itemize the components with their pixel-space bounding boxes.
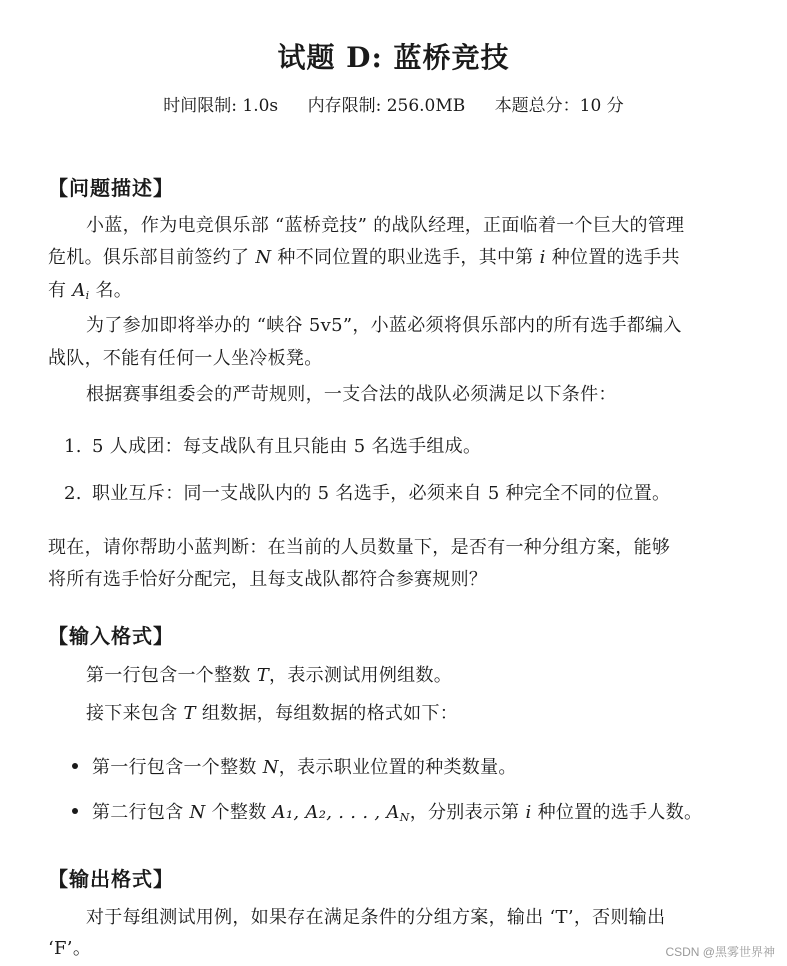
description-line: 小蓝，作为电竞俱乐部 “蓝桥竞技” 的战队经理，正面临着一个巨大的管理 [86,215,685,236]
description-paragraph-1 [48,209,738,243]
problem-meta [0,91,787,116]
text-run: 种位置的选手人数。 [531,802,703,823]
math-sequence: A₁, A₂, . . . , A [272,802,400,823]
description-paragraph-2 [48,309,738,343]
text-run: ，表示职业位置的种类数量。 [278,757,517,778]
description-paragraph-4-line-2 [48,563,738,597]
input-line-1 [48,659,738,693]
math-var: i [539,247,546,268]
text-run: ，表示测试用例组数。 [269,665,453,686]
rule-item-2 [64,479,670,509]
rule-number: 1. [64,436,82,457]
rule-number: 2. [64,483,82,504]
output-line-1: 对于每组测试用例，如果存在满足条件的分组方案，输出 ‘T’，否则输出 [86,907,666,928]
text-run: ，分别表示第 [409,802,526,823]
text-run: 名。 [89,280,133,301]
page-title: 试题 D: 蓝桥竞技 [277,41,510,74]
math-var: A [72,280,86,301]
input-bullet-2 [72,798,702,833]
math-var: N [189,802,206,823]
math-var: i [525,802,532,823]
input-bullet-1 [72,753,517,783]
memory-limit: 内存限制: 256.0MB [307,96,466,116]
description-line: 战队，不能有任何一人坐冷板凳。 [48,348,323,369]
text-run: 个整数 [205,802,273,823]
description-heading: 【问题描述】 [48,176,174,200]
math-subscript: N [399,811,410,824]
description-paragraph-1-line-3 [48,274,738,313]
rule-text: 职业互斥：同一支战队内的 5 名选手，必须来自 5 种完全不同的位置。 [92,483,671,504]
text-run: 第一行包含一个整数 [92,757,263,778]
total-score: 本题总分：10 分 [494,96,624,116]
description-paragraph-3: 根据赛事组委会的严苛规则，一支合法的战队必须满足以下条件： [86,384,617,405]
rule-text: 5 人成团：每支战队有且只能由 5 名选手组成。 [92,436,482,457]
text-run: 第一行包含一个整数 [86,665,257,686]
description-paragraph-1-line-2 [48,241,738,275]
input-heading: 【输入格式】 [48,624,174,648]
bullet-dot [72,763,78,769]
text-run: 有 [48,280,73,301]
time-limit: 时间限制: 1.0s [163,96,279,116]
text-run: 第二行包含 [92,802,190,823]
text-run: 种位置的选手共 [545,247,680,268]
description-line: 将所有选手恰好分配完，且每支战队都符合参赛规则？ [48,569,488,590]
description-line: 为了参加即将举办的 “峡谷 5v5”，小蓝必须将俱乐部内的所有选手都编入 [86,315,682,336]
output-line-2: ‘F’。 [48,938,92,959]
output-heading: 【输出格式】 [48,867,174,891]
text-run: 危机。俱乐部目前签约了 [48,247,256,268]
text-run: 种不同位置的职业选手，其中第 [271,247,540,268]
watermark: CSDN @黑雾世界神 [665,945,775,959]
text-run: 接下来包含 [86,703,184,724]
description-paragraph-4 [48,531,738,565]
rule-item-1 [64,432,481,462]
description-line: 现在，请你帮助小蓝判断：在当前的人员数量下，是否有一种分组方案，能够 [48,537,671,558]
text-run: 组数据，每组数据的格式如下： [195,703,459,724]
math-var: N [255,247,272,268]
bullet-dot [72,808,78,814]
math-var: N [262,757,279,778]
input-line-2 [48,697,738,731]
math-var: T [183,703,196,724]
math-subscript: i [85,289,90,302]
math-var: T [256,665,270,686]
description-paragraph-2-line-2 [48,342,738,376]
